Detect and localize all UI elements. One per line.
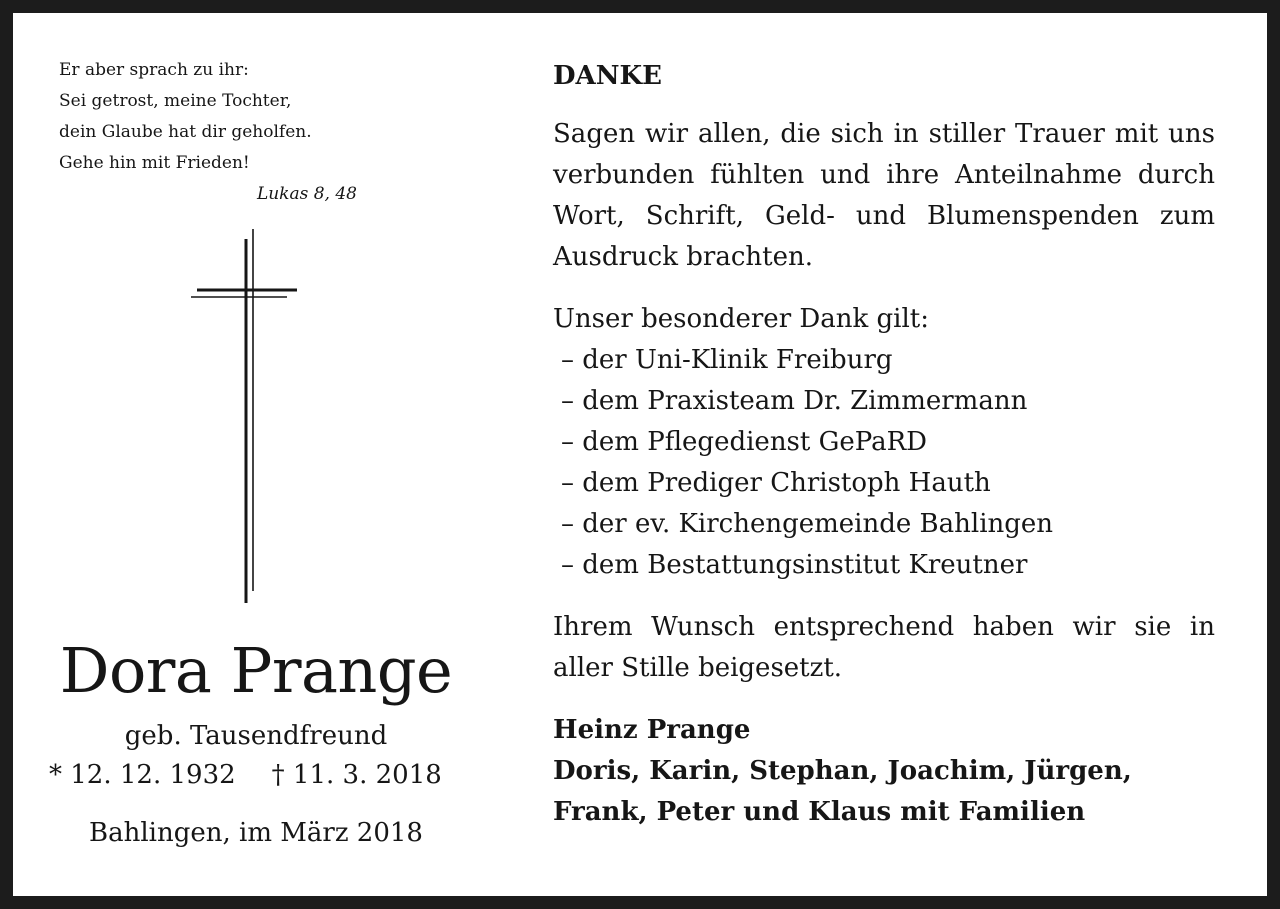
bible-quote	[59, 55, 359, 210]
quote-line: dein Glaube hat dir geholfen.	[59, 122, 312, 142]
cross-icon	[191, 229, 301, 605]
list-item: – dem Bestattungsinstitut Kreutner	[561, 550, 1028, 580]
birth-name: geb. Tausendfreund	[124, 721, 388, 751]
quote-line: Sei getrost, meine Tochter,	[59, 91, 292, 111]
list-item: – der ev. Kirchengemeinde Bahlingen	[561, 509, 1054, 539]
thanks-list	[553, 340, 1215, 586]
list-item: – der Uni-Klinik Freiburg	[561, 345, 893, 375]
signature-line: Doris, Karin, Stephan, Joachim, Jürgen,	[553, 756, 1132, 786]
deceased-name: Dora Prange	[59, 634, 453, 707]
signature-line: Frank, Peter und Klaus mit Familien	[553, 797, 1086, 827]
thank-you-notice	[553, 57, 1215, 833]
list-item: – dem Prediger Christoph Hauth	[561, 468, 991, 498]
obituary-card	[13, 13, 1267, 896]
place-date: Bahlingen, im März 2018	[89, 818, 423, 848]
signature-line: Heinz Prange	[553, 715, 751, 745]
quote-source: Lukas 8, 48	[256, 184, 357, 204]
list-item: – dem Pflegedienst GePaRD	[561, 427, 928, 457]
list-item: – dem Praxisteam Dr. Zimmermann	[561, 386, 1028, 416]
notice-paragraph: Ihrem Wunsch entsprechend haben wir sie in aller Stille beigesetzt.	[553, 612, 1215, 683]
quote-line: Gehe hin mit Frieden!	[59, 153, 250, 173]
death-date: † 11. 3. 2018	[271, 760, 442, 790]
notice-paragraph: Sagen wir allen, die sich in stiller Trauer mit uns verbunden fühlten und ihre Anteilnahme durch Wort, Schrift, Geld- und Blumenspenden zum Ausdruck brachten.	[553, 119, 1215, 272]
notice-heading: DANKE	[553, 61, 662, 91]
thanks-intro: Unser besonderer Dank gilt:	[553, 304, 929, 334]
birth-date: * 12. 12. 1932	[49, 760, 236, 790]
life-dates	[49, 755, 469, 795]
quote-line: Er aber sprach zu ihr:	[59, 60, 249, 80]
